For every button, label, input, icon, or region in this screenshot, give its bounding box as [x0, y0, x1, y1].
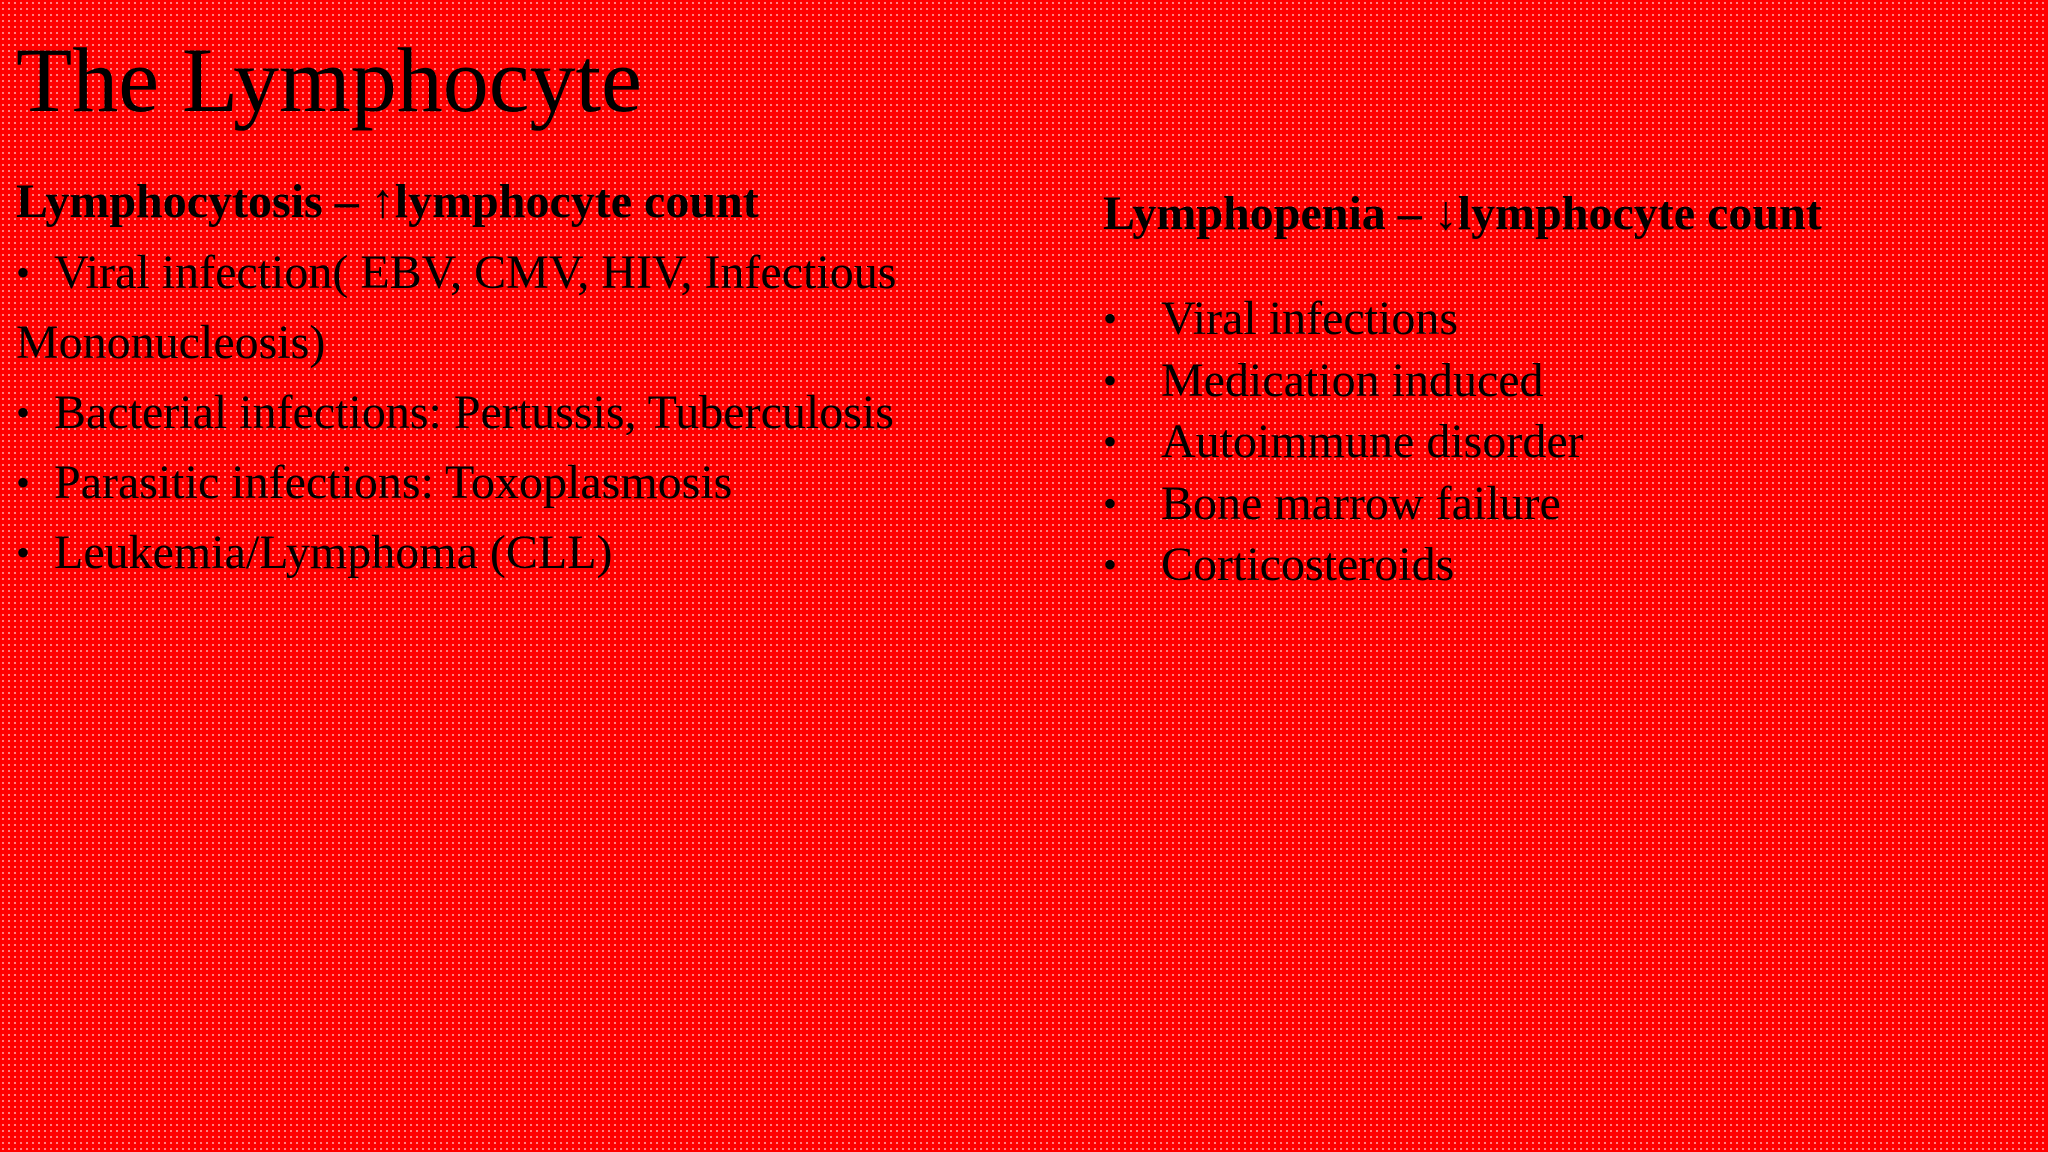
list-item [1103, 534, 2023, 596]
list-item-text: Medication induced [1161, 353, 1544, 407]
lymphopenia-heading: Lymphopenia – ↓lymphocyte count [1103, 187, 1822, 240]
lymphopenia-list [1103, 288, 2023, 596]
bullet-icon: • [16, 530, 31, 575]
bullet-icon: • [16, 460, 31, 505]
list-item-text: Autoimmune disorder [1161, 415, 1584, 468]
list-item [1103, 288, 2023, 350]
lymphocytosis-list [16, 238, 1056, 588]
list-item [16, 448, 1056, 518]
bullet-icon: • [1103, 419, 1118, 464]
list-item [1103, 473, 2023, 535]
bullet-icon: • [1103, 480, 1118, 526]
lymphocytosis-heading: Lymphocytosis – ↑lymphocyte count [16, 175, 759, 228]
list-item-text: Leukemia/Lymphoma (CLL) [54, 526, 613, 579]
list-item-text: Corticosteroids [1161, 538, 1455, 591]
list-item [16, 238, 1056, 378]
slide-title: The Lymphocyte [16, 29, 642, 131]
list-item-text: Parasitic infections: Toxoplasmosis [54, 456, 733, 509]
list-item-text-continued: Mononucleosis) [16, 316, 326, 369]
list-item [16, 378, 1056, 448]
bullet-icon: • [1103, 357, 1118, 403]
list-item-text: Viral infection( EBV, CMV, HIV, Infectious [54, 246, 897, 299]
bullet-icon: • [1103, 296, 1118, 341]
list-item [1103, 350, 2023, 412]
list-item [1103, 411, 2023, 473]
list-item-text: Bone marrow failure [1161, 476, 1561, 530]
list-item-text: Bacterial infections: Pertussis, Tuberculosis [54, 386, 894, 439]
lymphocytosis-column [16, 172, 1056, 588]
list-item-text: Viral infections [1161, 292, 1459, 345]
bullet-icon: • [1103, 542, 1118, 587]
bullet-icon: • [16, 250, 31, 295]
list-item [16, 518, 1056, 588]
bullet-icon: • [16, 390, 31, 435]
lymphopenia-column [1103, 184, 2023, 596]
